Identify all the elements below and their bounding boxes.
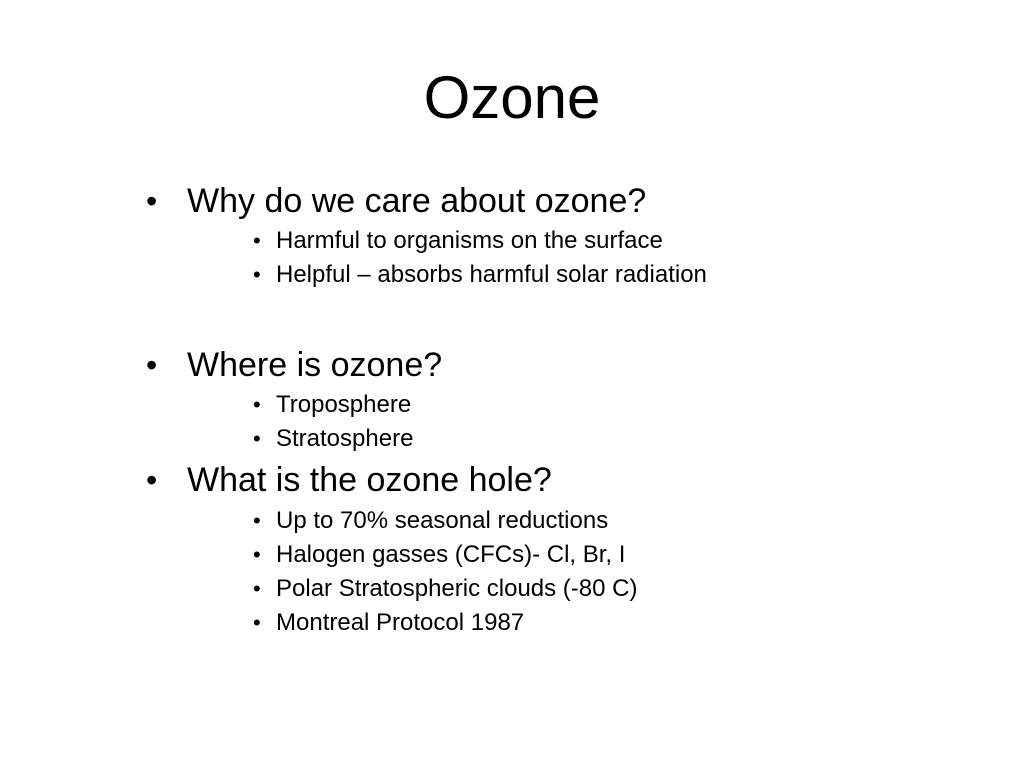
sub-bullet-text: Troposphere	[276, 391, 412, 418]
bullet-icon: •	[253, 576, 261, 601]
bullet-icon: •	[253, 392, 261, 417]
sub-bullet-text: Helpful – absorbs harmful solar radiation	[276, 261, 707, 288]
bullet-icon: •	[253, 610, 261, 635]
sub-bullet-text: Halogen gasses (CFCs)- Cl, Br, I	[276, 541, 626, 568]
sub-bullet-text: Up to 70% seasonal reductions	[276, 507, 609, 534]
sub-bullet-text: Stratosphere	[276, 425, 414, 452]
slide-title: Ozone	[423, 64, 601, 131]
bullet-heading-text: What is the ozone hole?	[187, 461, 552, 499]
bullet-icon: •	[253, 508, 261, 533]
bullet-icon: •	[253, 542, 261, 567]
bullet-icon: •	[146, 347, 158, 383]
bullet-heading-text: Where is ozone?	[187, 346, 443, 384]
bullet-icon: •	[253, 426, 261, 451]
bullet-heading-text: Why do we care about ozone?	[187, 182, 647, 220]
sub-bullet-text: Montreal Protocol 1987	[276, 609, 525, 636]
bullet-icon: •	[253, 262, 261, 287]
sub-bullet-text: Harmful to organisms on the surface	[276, 227, 663, 254]
bullet-icon: •	[253, 228, 261, 253]
sub-bullet-text: Polar Stratospheric clouds (-80 C)	[276, 575, 638, 602]
bullet-icon: •	[146, 462, 158, 498]
bullet-icon: •	[146, 183, 158, 219]
